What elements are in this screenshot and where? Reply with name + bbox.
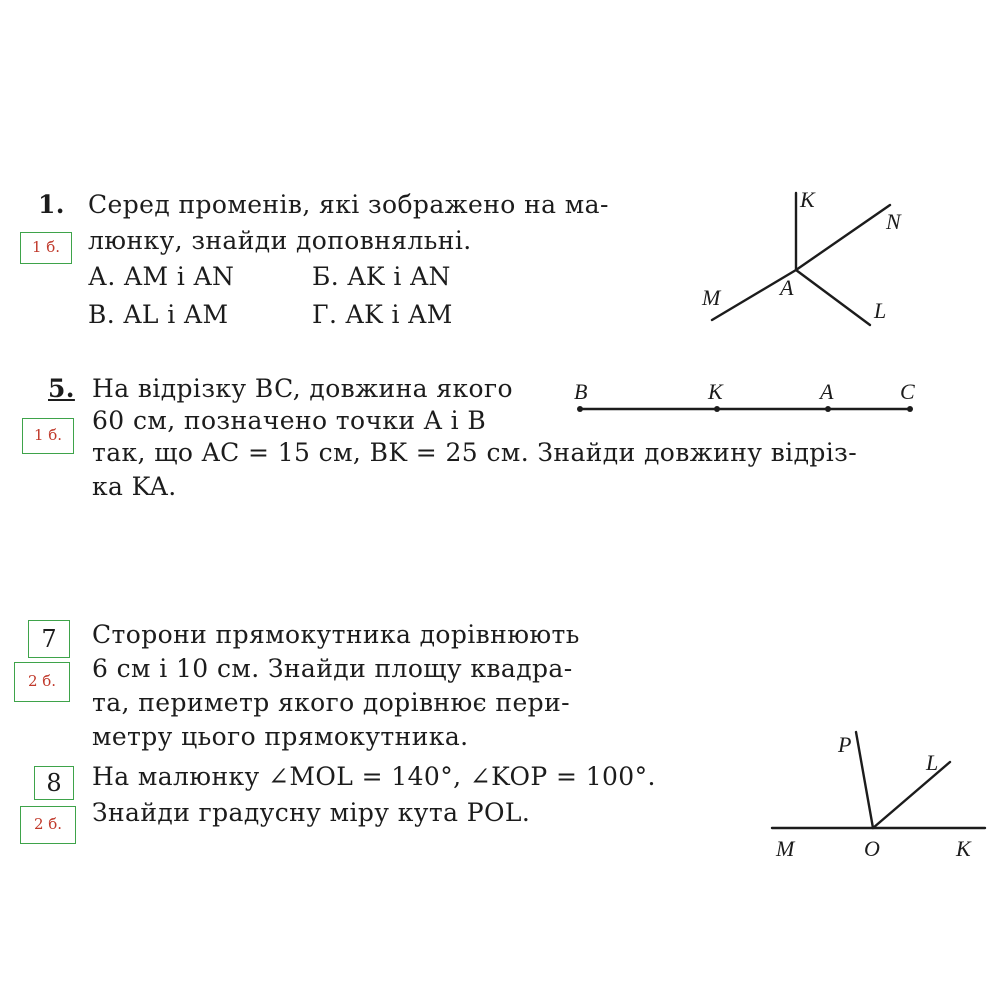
- problem-1-score-box: 1 б.: [20, 232, 72, 264]
- problem-7-number-box: 7: [28, 620, 70, 658]
- label-m: M: [776, 836, 795, 861]
- label-k: K: [800, 187, 815, 212]
- label-k: K: [956, 836, 971, 861]
- problem-1-text-line-1: Серед променів, які зображено на ма-: [88, 190, 609, 219]
- label-n: N: [886, 209, 901, 234]
- ray-ol: [873, 762, 950, 828]
- label-l: L: [874, 298, 887, 323]
- label-c: C: [900, 379, 915, 404]
- problem-1-option-d: Г. AK і AM: [312, 300, 453, 329]
- problem-1-number: 1.: [38, 190, 65, 219]
- label-p: P: [838, 732, 852, 757]
- problem-1-option-b: Б. AK і AN: [312, 262, 451, 291]
- problem-5-text-line-1: На відрізку BC, довжина якого: [92, 374, 513, 403]
- problem-5-score-box: 1 б.: [22, 418, 74, 454]
- problem-7-text-line-2: 6 см і 10 см. Знайди площу квадра-: [92, 654, 573, 683]
- problem-1-option-c: В. AL і AM: [88, 300, 229, 329]
- point-a: [825, 406, 831, 412]
- problem-5-text-line-4: ка KA.: [92, 472, 177, 501]
- ray-an: [796, 205, 890, 270]
- problem-8-angle-figure: [760, 720, 990, 870]
- label-l: L: [926, 750, 939, 775]
- problem-7-score-box: 2 б.: [14, 662, 70, 702]
- problem-8-text-line-1: На малюнку ∠MOL = 140°, ∠KOP = 100°.: [92, 762, 656, 791]
- problem-5-number: 5.: [48, 374, 75, 403]
- label-k: K: [708, 379, 723, 404]
- point-b: [577, 406, 583, 412]
- problem-1-option-a: А. AM і AN: [88, 262, 235, 291]
- label-b: B: [574, 379, 588, 404]
- label-o: O: [864, 836, 880, 861]
- problem-8-text-line-2: Знайди градусну міру кута POL.: [92, 798, 531, 827]
- problem-1-text-line-2: люнку, знайди доповняльні.: [88, 226, 472, 255]
- point-c: [907, 406, 913, 412]
- problem-5-text-line-2: 60 см, позначено точки A і B: [92, 406, 487, 435]
- problem-8-score-box: 2 б.: [20, 806, 76, 844]
- label-m: M: [702, 285, 721, 310]
- problem-5-text-line-3: так, що AC = 15 см, BK = 25 см. Знайди довжину відріз-: [92, 438, 858, 467]
- ray-al: [796, 270, 870, 325]
- problem-7-text-line-4: метру цього прямокутника.: [92, 722, 469, 751]
- point-k: [714, 406, 720, 412]
- problem-1-rays-figure: [690, 185, 930, 345]
- problem-7-text-line-3: та, периметр якого дорівнює пери-: [92, 688, 570, 717]
- ray-op: [856, 732, 873, 828]
- problem-8-number-box: 8: [34, 766, 74, 800]
- problem-7-text-line-1: Сторони прямокутника дорівнюють: [92, 620, 580, 649]
- problem-5-segment-figure: [570, 375, 920, 425]
- label-a: A: [820, 379, 834, 404]
- label-a: A: [780, 275, 794, 300]
